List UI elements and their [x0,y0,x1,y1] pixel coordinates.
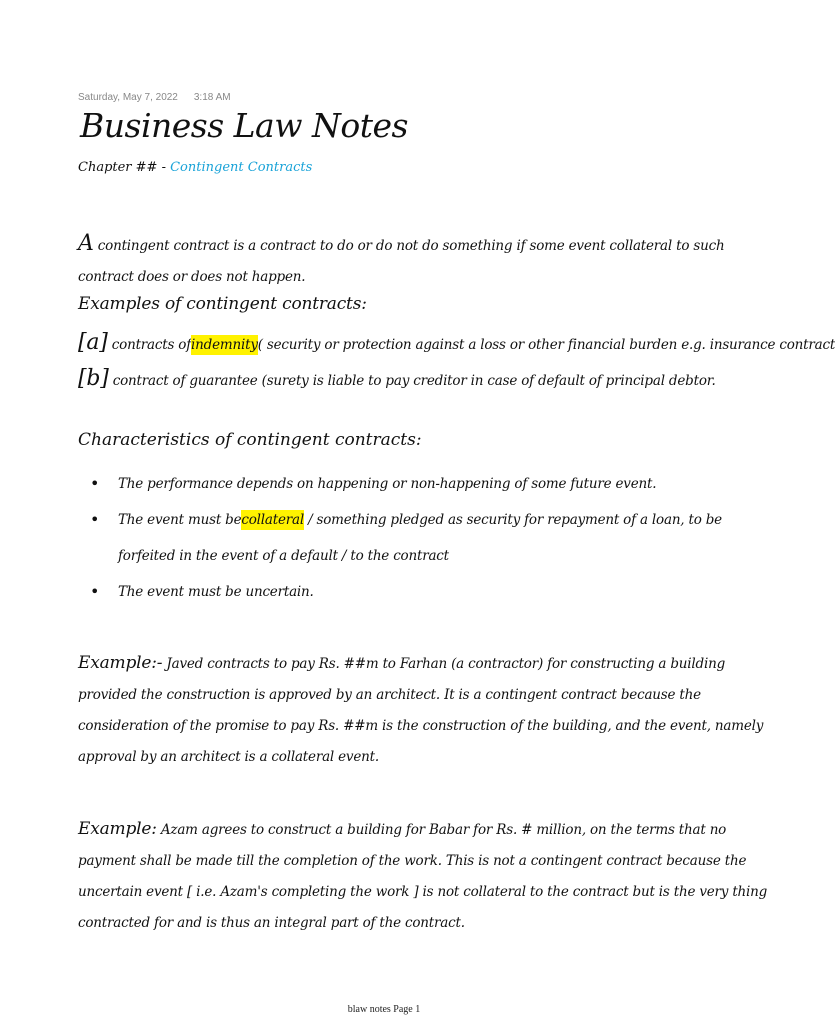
list-item [90,502,766,574]
characteristics-list [90,466,766,610]
chapter-link[interactable]: Contingent Contracts [170,160,313,175]
page-title: Business Law Notes [80,106,408,145]
characteristic-1: The performance depends on happening or non-happening of some future event. [118,476,657,492]
example-item-b [78,366,716,391]
intro-paragraph [78,228,768,293]
note-date: Saturday, May 7, 2022 [78,92,178,103]
chapter-line [78,160,312,175]
example-1-paragraph [78,648,768,773]
collateral-highlight: collateral [241,512,304,528]
example-2-paragraph [78,814,768,939]
list-item [90,574,766,610]
characteristic-3: The event must be uncertain. [118,584,314,600]
example-b-text: contract of guarantee (surety is liable to pay creditor in case of default of principal debtor. [112,373,716,389]
characteristic-2-after: / something pledged as security for repayment of a loan, to be forfeited in the event of a default / to the contract [118,512,722,564]
characteristic-2-before: The event must be [118,512,242,528]
example-a-after: ( security or protection against a loss or other financial burden e.g. insurance contract [257,337,835,353]
note-timestamp [78,92,231,103]
example-a-marker: [a] [78,330,108,355]
example-b-marker: [b] [78,366,109,391]
example-1-text: Javed contracts to pay Rs. ##m to Farhan (a contractor) for constructing a building provided the construction is approved by an architect. It is a contingent contract because the consideration of the promise to pay Rs. ##m is the construction of the building, and the event, namely approval by an architect is a collateral event. [78,656,764,765]
list-item [90,466,766,502]
examples-heading: Examples of contingent contracts: [78,294,367,314]
characteristics-heading: Characteristics of contingent contracts: [78,430,422,450]
indemnity-highlight: indemnity [191,337,258,353]
example-2-text: Azam agrees to construct a building for Babar for Rs. # million, on the terms that no payment shall be made till the completion of the work. This is not a contingent contract because the uncertain event [ i.e. Azam's completing the work ] is not collateral to the contract but is the very thing contracted for and is thus an integral part of the contract. [78,822,768,931]
example-item-a [78,330,835,355]
page-footer: blaw notes Page 1 [347,1004,421,1015]
note-time: 3:18 AM [193,92,231,103]
example-2-label: Example: [78,819,157,839]
intro-text: contingent contract is a contract to do or do not do something if some event collateral to such contract does or does not happen. [78,238,725,285]
example-1-label: Example:- [78,653,163,673]
chapter-prefix: Chapter ## - [78,160,166,175]
example-a-before: contracts of [111,337,192,353]
intro-lead: A [78,231,94,256]
